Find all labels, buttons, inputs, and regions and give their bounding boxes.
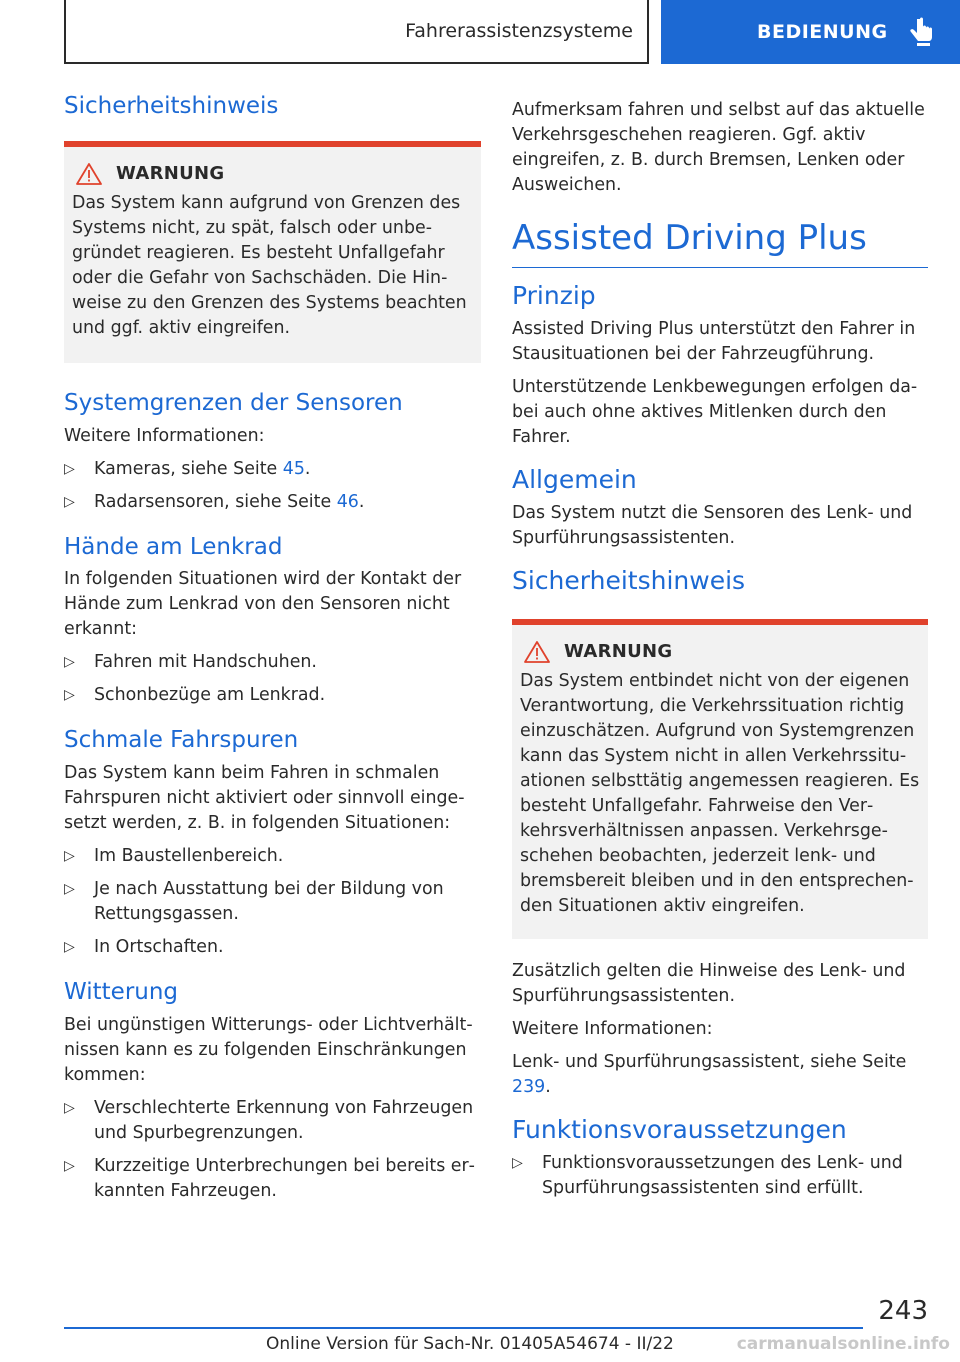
warning-title: WARNUNG [116, 163, 225, 185]
witterung-text: Bei ungünstigen Witterungs- oder Lichtverhältnissen kann es zu folgenden Einschränkungen kommen: [64, 1014, 473, 1085]
header-chapter-tab [661, 0, 960, 64]
heading-sicherheitshinweis-2: Sicherheitshinweis [512, 566, 746, 596]
page-link-239[interactable]: 239 [512, 1076, 546, 1097]
watermark: carmanualsonline.info [736, 1334, 950, 1354]
weitere-informationen-label: Weitere Informationen: [64, 425, 265, 446]
heading-schmale-fahrspuren: Schmale Fahrspuren [64, 727, 299, 754]
warning-box [64, 141, 481, 363]
page-number: 243 [878, 1296, 928, 1326]
schmale-list [64, 844, 481, 960]
triangle-bullet-icon: ▷ [64, 493, 75, 510]
list-item: ▷ Fahren mit Handschuhen. [64, 650, 481, 675]
list-item: ▷ Radarsensoren, siehe Seite 46. [64, 490, 481, 515]
reference-text: Lenk- und Spurführungsassistent, siehe Seite 239. [512, 1051, 907, 1097]
schmale-text: Das System kann beim Fahren in schmalen Fahrspuren nicht aktiviert oder sinnvoll eingesetzt werden, z. B. in folgenden Situationen: [64, 763, 465, 833]
triangle-bullet-icon: ▷ [512, 1154, 523, 1171]
header-section-tab [64, 0, 649, 64]
heading-prinzip: Prinzip [512, 280, 596, 310]
warning-text: Das System entbindet nicht von der eigenen Verantwortung, die Verkehrssituation richtig einzuschätzen. Aufgrund von Systemgrenzen kann das System nicht in allen Verkehrssituationen selbsttätig angemessen reagieren. Es besteht Unfallgefahr. Fahrweise den Verkehrsverhältnissen anpassen. Verkehrsgeschehen beobachten, jederzeit lenk- und bremsbereit bleiben und in den entsprechenden Situationen aktiv eingreifen. [520, 670, 920, 916]
weitere-informationen-label: Weitere Informationen: [512, 1018, 713, 1039]
list-item: ▷ In Ortschaften. [64, 935, 481, 960]
warning-triangle-icon [76, 163, 102, 185]
haende-text: In folgenden Situationen wird der Kontakt der Hände zum Lenkrad von den Sensoren nicht erkannt: [64, 569, 462, 640]
triangle-bullet-icon: ▷ [64, 1157, 75, 1174]
triangle-bullet-icon: ▷ [64, 687, 75, 704]
list-item: ▷ Kurzzeitige Unterbrechungen bei bereits erkannten Fahrzeugen. [64, 1155, 475, 1201]
intro-text: Aufmerksam fahren und selbst auf das aktuelle Verkehrsgeschehen reagieren. Ggf. aktiv eingreifen, z. B. durch Bremsen, Lenken oder Ausweichen. [512, 100, 925, 195]
heading-assisted-driving-plus: Assisted Driving Plus [512, 218, 928, 268]
right-column [512, 98, 928, 1209]
list-item: ▷ Schonbezüge am Lenkrad. [64, 683, 481, 708]
heading-systemgrenzen: Systemgrenzen der Sensoren [64, 389, 403, 416]
triangle-bullet-icon: ▷ [64, 939, 75, 955]
zusaetzlich-text: Zusätzlich gelten die Hinweise des Lenk- und Spurführungsassistenten. [512, 960, 906, 1006]
triangle-bullet-icon: ▷ [64, 460, 75, 477]
heading-funktionsvoraussetzungen: Funktionsvoraussetzungen [512, 1114, 847, 1144]
header-chapter-title: BEDIENUNG [757, 21, 888, 43]
online-version-text: Online Version für Sach-Nr. 01405A54674 - II/22 [266, 1334, 674, 1354]
footer-divider [64, 1327, 863, 1329]
list-item: ▷ Verschlechterte Erkennung von Fahrzeugen und Spurbegrenzungen. [64, 1097, 474, 1143]
heading-haende-am-lenkrad: Hände am Lenkrad [64, 533, 283, 560]
list-item: ▷ Im Baustellenbereich. [64, 844, 481, 869]
warning-triangle-icon [524, 641, 550, 663]
triangle-bullet-icon: ▷ [64, 654, 75, 671]
haende-list [64, 650, 481, 708]
list-item: ▷ Funktionsvoraussetzungen des Lenk- und Spurführungsassistenten sind erfüllt. [512, 1152, 903, 1198]
heading-sicherheitshinweis: Sicherheitshinweis [64, 93, 279, 119]
header-section-title: Fahrerassistenzsysteme [405, 20, 633, 42]
list-item: ▷ Je nach Ausstattung bei der Bildung von Rettungsgassen. [64, 879, 444, 924]
warning-text: Das System kann aufgrund von Grenzen des Systems nicht, zu spät, falsch oder unbegründet reagieren. Es besteht Unfallgefahr oder die Gefahr von Sachschäden. Die Hinweise zu den Grenzen des Systems beachten und ggf. aktiv eingreifen. [72, 192, 467, 338]
triangle-bullet-icon: ▷ [64, 881, 75, 897]
page-link-46[interactable]: 46 [336, 491, 359, 512]
warning-box [512, 619, 928, 939]
list-item: ▷ Kameras, siehe Seite 45. [64, 457, 481, 482]
funktion-list [512, 1151, 928, 1201]
warning-title: WARNUNG [564, 641, 673, 663]
witterung-list [64, 1096, 481, 1204]
triangle-bullet-icon: ▷ [64, 1099, 75, 1116]
pointing-hand-icon [908, 17, 934, 47]
heading-witterung: Witterung [64, 979, 179, 1005]
prinzip-text-1: Assisted Driving Plus unterstützt den Fahrer in Stausituationen bei der Fahrzeugführung. [512, 319, 916, 365]
sensor-list [64, 457, 481, 515]
left-column [64, 92, 481, 1212]
prinzip-text-2: Unterstützende Lenkbewegungen erfolgen dabei auch ohne aktives Mitlenken durch den Fahrer. [512, 377, 918, 448]
triangle-bullet-icon: ▷ [64, 848, 75, 864]
page-link-45[interactable]: 45 [282, 458, 305, 479]
allgemein-text: Das System nutzt die Sensoren des Lenk- und Spurführungsassistenten. [512, 503, 913, 549]
heading-allgemein: Allgemein [512, 465, 637, 495]
